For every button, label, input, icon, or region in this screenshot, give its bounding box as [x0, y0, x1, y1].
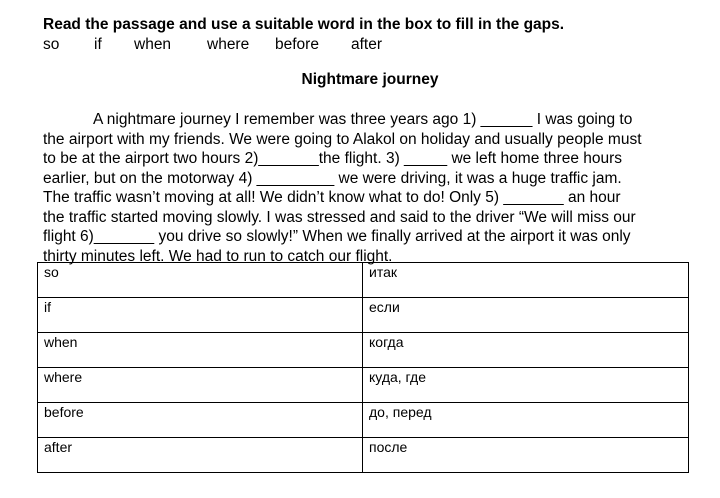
word-box-item: so — [43, 36, 60, 53]
english-word-cell: so — [38, 263, 363, 298]
table-row — [38, 403, 689, 438]
vocabulary-table — [37, 262, 689, 473]
table-row — [38, 298, 689, 333]
passage-line: thirty minutes left. We had to run to catch our flight. — [43, 247, 393, 265]
passage-line: earlier, but on the motorway 4) _________ we were driving, it was a huge traffic jam. — [43, 169, 622, 187]
passage-line: flight 6)_______ you drive so slowly!” When we finally arrived at the airport it was only — [43, 228, 631, 245]
english-word-cell: where — [38, 368, 363, 403]
table-row — [38, 333, 689, 368]
english-word-cell: after — [38, 438, 363, 473]
instruction: Read the passage and use a suitable word in the box to fill in the gaps. — [43, 16, 565, 33]
word-box-item: where — [207, 36, 250, 53]
russian-translation-cell: до, перед — [363, 403, 689, 438]
passage-title: Nightmare journey — [301, 71, 439, 88]
table-row — [38, 263, 689, 298]
russian-translation-cell: когда — [363, 333, 689, 368]
passage-line: to be at the airport two hours 2)_______the flight. 3) _____ we left home three hours — [43, 150, 623, 167]
word-box-item: when — [134, 36, 172, 53]
passage-line: A nightmare journey I remember was three years ago 1) ______ I was going to — [93, 111, 633, 128]
word-box-item: if — [94, 36, 102, 53]
russian-translation-cell: если — [363, 298, 689, 333]
word-box-item: before — [275, 36, 319, 53]
english-word-cell: when — [38, 333, 363, 368]
table-row — [38, 368, 689, 403]
passage-line: the traffic started moving slowly. I was stressed and said to the driver “We will miss our — [43, 208, 636, 226]
russian-translation-cell: итак — [363, 263, 689, 298]
russian-translation-cell: куда, где — [363, 368, 689, 403]
english-word-cell: before — [38, 403, 363, 438]
passage-line: The traffic wasn’t moving at all! We didn’t know what to do! Only 5) _______ an hour — [43, 189, 621, 206]
passage — [43, 110, 708, 266]
passage-line: the airport with my friends. We were going to Alakol on holiday and usually people must — [43, 130, 642, 148]
word-box-item: after — [351, 36, 383, 53]
english-word-cell: if — [38, 298, 363, 333]
table-row — [38, 438, 689, 473]
russian-translation-cell: после — [363, 438, 689, 473]
